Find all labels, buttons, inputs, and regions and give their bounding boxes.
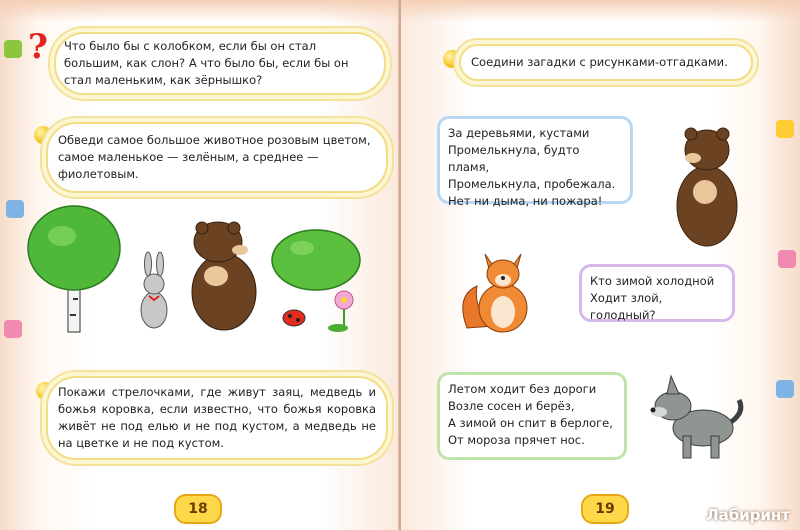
riddle1-line: Промелькнула, будто пламя, [448,143,580,174]
right-page [401,0,800,530]
question-text: Что было бы с колобком, если бы он стал большим, как слон? А что было бы, если бы он стал маленьким, как зёрнышко? [64,39,349,87]
riddle1-line: Нет ни дыма, ни пожара! [448,194,603,208]
toy-block-icon [4,320,22,338]
toy-block-icon [778,250,796,268]
question-mark-icon: ? [28,27,48,67]
riddle-box-1 [437,116,633,208]
bear-icon [192,222,256,330]
task-cloud-1 [46,122,388,193]
riddle3-line: Возле сосен и берёз, [448,399,575,413]
toy-block-icon [4,40,22,58]
riddle-box-3 [437,372,627,460]
page-number-right: 19 [581,494,629,524]
riddle-box-2 [579,264,735,322]
left-page [0,0,399,530]
toy-block-icon [776,120,794,138]
instruction-cloud [459,44,753,81]
bush-icon [272,230,360,290]
riddle1-line: Промелькнула, пробежала. [448,177,616,191]
top-decoration [401,0,800,22]
riddle1-line: За деревьями, кустами [448,126,590,140]
toy-block-icon [776,380,794,398]
wolf-icon [647,372,747,462]
riddle2-line: Кто зимой холодной [590,274,715,288]
toy-block-icon [6,200,24,218]
riddle2-line: Ходит злой, голодный? [590,291,663,322]
flower-icon [328,291,353,332]
birch-tree-icon [28,206,120,332]
ladybug-icon [283,310,305,326]
riddle3-line: А зимой он спит в берлоге, [448,416,613,430]
task2-text: Покажи стрелочками, где живут заяц, медведь и божья коровка, если известно, что божья коровка живёт не под елью и не под кустом, а медведь не на цветке и не под кустом. [58,385,376,450]
hare-icon [141,252,167,328]
watermark: Лабиринт [706,506,790,524]
question-cloud [54,32,386,95]
riddle3-line: Летом ходит без дороги [448,382,597,396]
task1-text: Обведи самое большое животное розовым цветом, самое маленькое — зелёным, а среднее — фиолетовым. [58,133,371,181]
instruction-text: Соедини загадки с рисунками-отгадками. [471,55,728,69]
illustration-animals [26,200,386,340]
task-cloud-2 [46,376,388,460]
fox-icon [455,236,551,336]
page-number-left: 18 [174,494,222,524]
riddle3-line: От мороза прячет нос. [448,433,585,447]
bear-icon [663,122,753,252]
top-decoration [0,0,399,22]
